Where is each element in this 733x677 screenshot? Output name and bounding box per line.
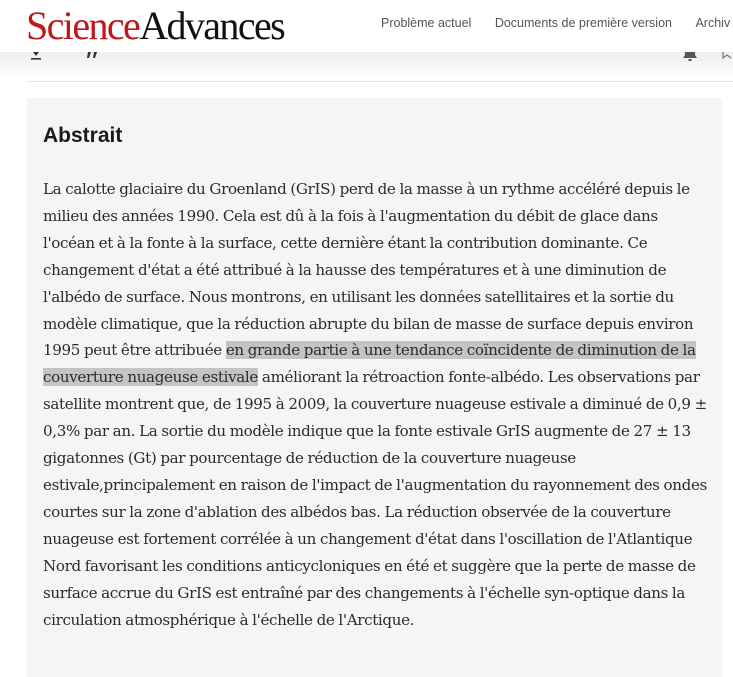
bookmark-icon[interactable]: [722, 52, 733, 62]
abstract-heading: Abstrait: [43, 124, 123, 147]
abstract-body: [43, 176, 709, 633]
bell-icon[interactable]: [682, 52, 698, 64]
logo-advances: Advances: [139, 3, 285, 48]
abstract-section: [27, 98, 722, 677]
abstract-text-before: La calotte glaciaire du Groenland (GrIS) perd de la masse à un rythme accéléré depuis le milieu des années 1990. Cela est dû à la fois à l'augmentation du débit de glace dans l'océan et à la fonte à la surface, cette dernière étant la contribution dominante. Ce changement d'état a été attribué à la hausse des températures et à une diminution de l'albédo de surface. Nous montrons, en utilisant les données satellitaires et la sortie du modèle climatique, que la réduction abrupte du bilan de masse de surface depuis environ 1995 peut être attribuée: [43, 180, 694, 360]
article-toolbar: [0, 52, 733, 82]
nav-first-release[interactable]: Documents de première version: [494, 16, 672, 30]
nav-archive[interactable]: Archiv: [695, 16, 731, 30]
logo-science: Science: [26, 3, 140, 48]
quote-icon[interactable]: [87, 52, 99, 60]
abstract-text-after: améliorant la rétroaction fonte-albédo. Les observations par satellite montrent que, de 1995 à 2009, la couverture nuageuse estivale a diminué de 0,9 ± 0,3% par an. La sortie du modèle indique que la fonte estivale GrIS augmente de 27 ± 13 gigatonnes (Gt) par pourcentage de réduction de la couverture nuageuse estivale,principalement en raison de l'impact de l'augmentation du rayonnement des ondes courtes sur la zone d'ablation des albédos bas. La réduction observée de la couverture nuageuse est fortement corrélée à un changement d'état dans l'oscillation de l'Atlantique Nord favorisant les conditions anticycloniques en été et suggère que la perte de masse de surface accrue du GrIS est entraîné par des changements à l'échelle syn-optique dans la circulation atmosphérique à l'échelle de l'Arctique.: [43, 368, 707, 629]
main-nav: [381, 16, 733, 30]
nav-current-issue[interactable]: Problème actuel: [381, 16, 472, 30]
science-advances-logo[interactable]: [26, 4, 284, 48]
toolbar-divider: [28, 81, 733, 82]
download-icon[interactable]: [30, 52, 42, 62]
site-header: [0, 0, 733, 52]
abstract-highlighted-text: en grande partie à une tendance coïncidente de diminution de la couverture nuageuse estivale: [43, 341, 696, 387]
